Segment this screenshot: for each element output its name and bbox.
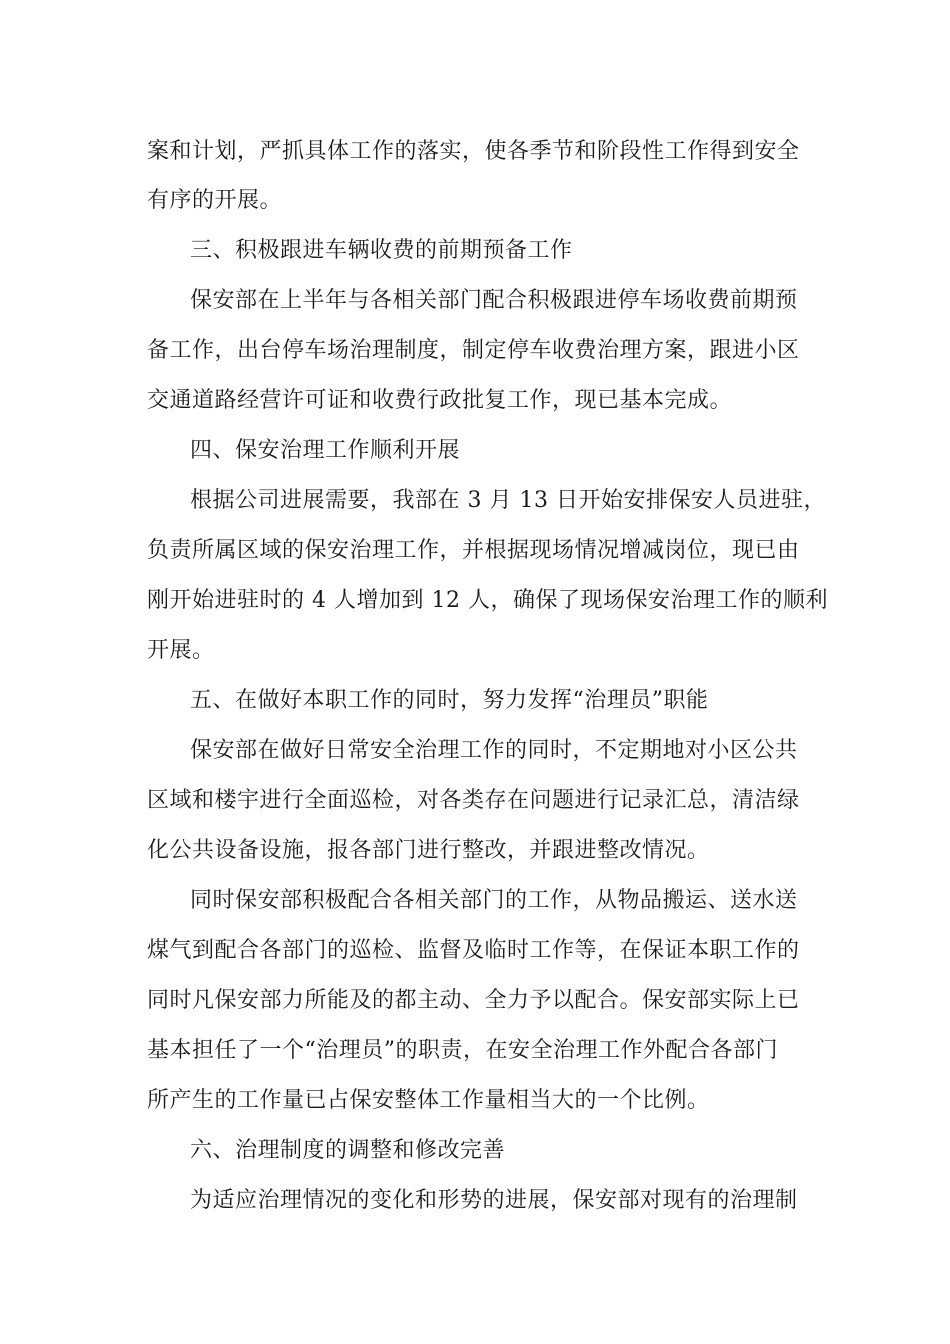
body-text-line: 案和计划，严抓具体工作的落实，使各季节和阶段性工作得到安全 (147, 139, 800, 164)
body-text-line: 为适应治理情况的变化和形势的进展，保安部对现有的治理制 (190, 1188, 798, 1213)
section-heading-3: 三、积极跟进车辆收费的前期预备工作 (190, 238, 573, 263)
body-text-line: 同时凡保安部力所能及的都主动、全力予以配合。保安部实际上已 (147, 988, 800, 1013)
section-heading-5: 五、在做好本职工作的同时，努力发挥“治理员”职能 (190, 688, 709, 713)
body-text-line: 负责所属区域的保安治理工作，并根据现场情况增减岗位，现已由 (147, 538, 800, 563)
body-text-line: 煤气到配合各部门的巡检、监督及临时工作等，在保证本职工作的 (147, 938, 800, 963)
section-heading-6: 六、治理制度的调整和修改完善 (190, 1138, 506, 1163)
body-text-line: 基本担任了一个“治理员”的职责，在安全治理工作外配合各部门 (147, 1038, 778, 1063)
body-text-line: 保安部在上半年与各相关部门配合积极跟进停车场收费前期预 (190, 288, 798, 313)
body-text-line: 备工作，出台停车场治理制度，制定停车收费治理方案，跟进小区 (147, 338, 800, 363)
body-text-line: 保安部在做好日常安全治理工作的同时，不定期地对小区公共 (190, 738, 798, 763)
body-text-line: 同时保安部积极配合各相关部门的工作，从物品搬运、送水送 (190, 888, 798, 913)
body-text-line: 刚开始进驻时的 4 人增加到 12 人，确保了现场保安治理工作的顺利 (147, 588, 828, 613)
body-text-line: 区域和楼宇进行全面巡检，对各类存在问题进行记录汇总，清洁绿 (147, 788, 800, 813)
section-heading-4: 四、保安治理工作顺利开展 (190, 438, 461, 463)
body-text-line: 交通道路经营许可证和收费行政批复工作，现已基本完成。 (147, 388, 733, 413)
body-text-line: 所产生的工作量已占保安整体工作量相当大的一个比例。 (147, 1088, 710, 1113)
body-text-line: 根据公司进展需要，我部在 3 月 13 日开始安排保安人员进驻， (190, 488, 826, 513)
body-text-line: 化公共设备设施，报各部门进行整改，并跟进整改情况。 (147, 838, 710, 863)
body-text-line: 开展。 (147, 638, 215, 663)
body-text-line: 有序的开展。 (147, 188, 283, 213)
